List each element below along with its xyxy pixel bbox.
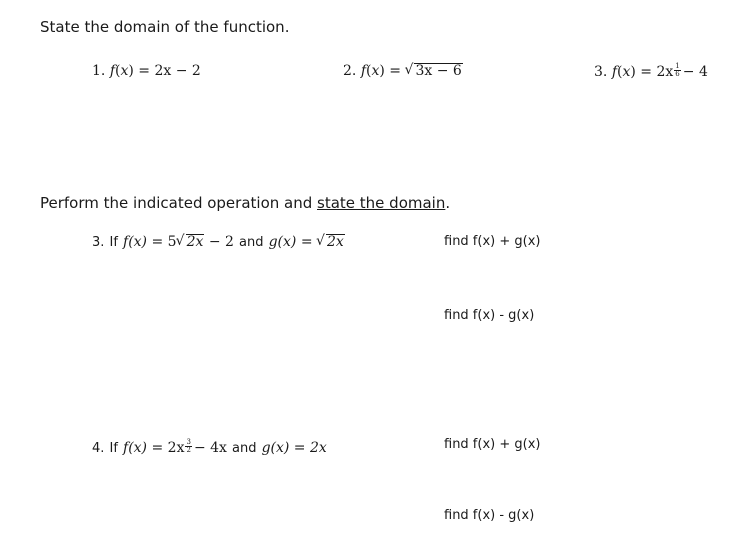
op3-g-radical xyxy=(317,234,345,250)
op3-f-radicand: 2x xyxy=(186,234,204,250)
problem-3-var: x xyxy=(622,64,631,80)
op4-f-exp-num: 3 xyxy=(186,438,191,446)
problem-3-number: 3. xyxy=(594,64,608,80)
op4-number: 4. xyxy=(92,441,105,456)
operation-problem-3 xyxy=(92,231,345,250)
op4-find-diff: find f(x) - g(x) xyxy=(444,508,535,523)
problem-3-coef: 2x xyxy=(656,64,674,80)
op3-g-lhs: g(x) = xyxy=(268,234,313,250)
op4-f-tail: − 4x xyxy=(193,440,227,456)
op3-f-radical xyxy=(177,234,205,250)
problem-2: 2. f(x) = √ 3x − 6 xyxy=(343,63,463,79)
section1-heading: State the domain of the function. xyxy=(40,18,290,36)
op3-f-tail: − 2 xyxy=(208,234,234,250)
problem-1-eq: = xyxy=(138,63,151,79)
op3-find-diff: find f(x) - g(x) xyxy=(444,308,535,323)
op4-f-exp-den: 2 xyxy=(186,446,191,454)
problem-2-var: x xyxy=(371,63,380,79)
op3-f-lhs: f(x) = xyxy=(123,234,164,250)
op3-if: If xyxy=(109,235,118,250)
problem-1-rhs: 2x − 2 xyxy=(154,63,201,79)
op4-find-sum: find f(x) + g(x) xyxy=(444,437,541,452)
op3-f-coef: 5 xyxy=(167,234,177,250)
op3-and: and xyxy=(239,235,264,250)
problem-1: 1. f(x) = 2x − 2 xyxy=(92,63,201,79)
problem-2-number: 2. xyxy=(343,63,357,79)
problem-3-exponent xyxy=(674,63,680,78)
problem-1-fname: f xyxy=(109,63,115,79)
problem-1-var: x xyxy=(120,63,129,79)
operation-problem-4 xyxy=(92,437,327,456)
op3-g-radicand: 2x xyxy=(327,234,344,250)
problem-2-fname: f xyxy=(360,63,366,79)
section2-heading-underlined: state the domain xyxy=(317,194,446,212)
section2-heading-suffix: . xyxy=(445,194,451,212)
op3-find-sum: find f(x) + g(x) xyxy=(444,234,541,249)
op4-f-coef: 2x xyxy=(167,440,185,456)
op4-f-lhs: f(x) = xyxy=(123,440,164,456)
problem-3-eq: = xyxy=(640,64,653,80)
op4-g-rhs: g(x) = 2x xyxy=(261,440,327,456)
problem-3-exp-den: 6 xyxy=(675,70,680,78)
op4-if: If xyxy=(109,441,118,456)
op4-and: and xyxy=(232,441,257,456)
section2-heading-prefix: Perform the indicated operation and xyxy=(40,194,318,212)
problem-2-eq: = xyxy=(389,63,402,79)
section2-heading xyxy=(40,194,450,212)
problem-3-domain: 3. f(x) = 2x $\frac{1}{6}$ − 4 xyxy=(594,62,708,80)
problem-3-tail: − 4 xyxy=(682,64,708,80)
problem-2-radicand: 3x − 6 xyxy=(415,63,462,79)
op3-number: 3. xyxy=(92,235,105,250)
problem-3-fname: f xyxy=(611,64,617,80)
problem-2-radical xyxy=(405,63,462,79)
op4-f-exponent xyxy=(185,439,191,454)
problem-3-exp-num: 1 xyxy=(675,62,680,70)
problem-1-number: 1. xyxy=(92,63,106,79)
